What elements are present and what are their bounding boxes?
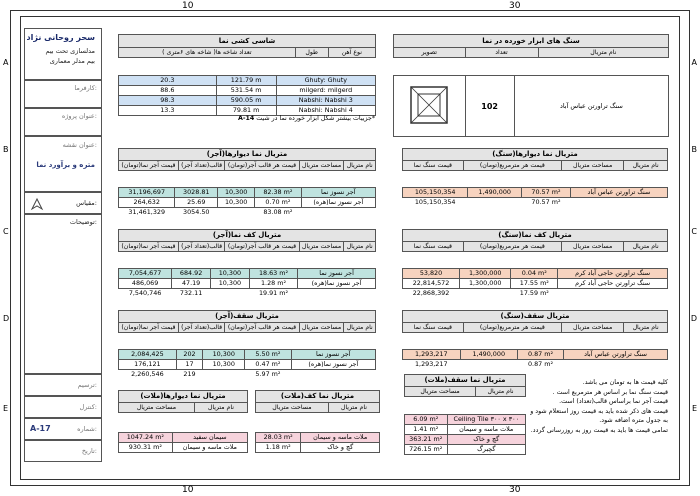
cell: 1047.24 m² xyxy=(119,433,173,443)
sheet-title: متره و برآورد نما xyxy=(36,161,95,169)
header: مساحت متریال xyxy=(299,323,344,333)
ceil-brick-title: متریال سقف(آجر) xyxy=(119,311,376,323)
cell: 0.04 m² xyxy=(511,269,558,279)
note-item: قیمت سنگ نما بر اساس هر مترمربع است . xyxy=(552,388,668,396)
total-row xyxy=(403,360,668,370)
table-row xyxy=(256,433,380,443)
cell: گچ و خاک xyxy=(301,443,380,453)
ceil-stone-title: متریال سقف(سنگ) xyxy=(403,311,668,323)
header: مساحت متریال xyxy=(299,242,344,252)
wall-stone-title: متریال نما دیوارها(سنگ) xyxy=(403,149,668,161)
cell: 20.3 xyxy=(119,76,217,86)
stone-tools-table xyxy=(393,34,669,58)
cell: ملات ماسه و سیمان xyxy=(301,433,380,443)
cell: 10,300 xyxy=(211,269,250,279)
header: نام متریال xyxy=(624,242,668,252)
table-row xyxy=(119,76,376,86)
cell: 47.19 xyxy=(172,279,211,289)
header: مساحت متریال xyxy=(405,387,476,397)
total: 83.08 m² xyxy=(263,208,293,216)
cell: Nabshi: Nabshi 4 xyxy=(276,106,375,116)
cell: 10,300 xyxy=(211,279,250,289)
header: قالب(تعداد آجر) xyxy=(178,161,225,171)
scale-label: مقیاس: xyxy=(76,199,97,207)
table-row xyxy=(119,350,376,360)
number-box xyxy=(24,418,102,440)
cell: 6.09 m² xyxy=(405,415,448,425)
cell: آجر نسوز نما xyxy=(301,188,375,198)
wall-stone-table xyxy=(402,148,668,171)
description-label: توضیحات: xyxy=(69,218,97,226)
table-row xyxy=(119,360,376,370)
employer-label: کارفرما: xyxy=(74,84,97,92)
ruler-left-e: E xyxy=(3,404,9,413)
table-row xyxy=(405,425,526,435)
total: 0.87 m² xyxy=(527,360,554,368)
ruler-left-b: B xyxy=(3,145,9,154)
chassis-header: تعداد شاخه ها( شاخه های ۶متری ) xyxy=(119,48,296,58)
cell: 105,150,354 xyxy=(403,188,468,198)
header: نام متریال xyxy=(344,161,376,171)
total: 22,868,392 xyxy=(412,289,450,297)
cell: 22,814,572 xyxy=(403,279,460,289)
table-row xyxy=(119,279,376,289)
floor-mortar-rows xyxy=(255,432,380,453)
date-label: تاریخ: xyxy=(81,447,97,455)
header: مساحت متریال xyxy=(119,403,195,413)
cell: 5.50 m² xyxy=(245,350,291,360)
total: 732.11 xyxy=(179,289,203,297)
cell: سنگ تراورتن حاجی آباد کرم xyxy=(558,269,668,279)
cell: سنگ تراورتن عباس آباد xyxy=(564,350,668,360)
header: قیمت آجر نما(تومان) xyxy=(119,323,179,333)
ruler-left-c: C xyxy=(3,227,9,236)
cell: 1,300,000 xyxy=(460,279,511,289)
ceil-mortar-rows xyxy=(404,414,526,455)
wall-stone-rows xyxy=(402,187,668,207)
header: نام متریال xyxy=(328,403,379,413)
table-row xyxy=(119,433,248,443)
header: نام متریال xyxy=(344,242,376,252)
header: مساحت متریال xyxy=(561,242,623,252)
cell: آجر نسوز نما(هره) xyxy=(298,279,376,289)
designer-role: بیم مدلر معماری xyxy=(49,57,95,65)
chassis-rows xyxy=(118,75,376,116)
ruler-top-10: 10 xyxy=(182,1,194,11)
ruler-left-a: A xyxy=(3,58,9,67)
stone-tools-row xyxy=(393,75,669,137)
project-label: عنوان پروژه: xyxy=(61,112,97,120)
header: قیمت هر مترمربع(تومان) xyxy=(463,242,561,252)
total: 19.91 m² xyxy=(258,289,289,297)
total: 7,540,746 xyxy=(128,289,162,297)
cell: 486,069 xyxy=(119,279,172,289)
total: 1,293,217 xyxy=(414,360,448,368)
cell: 1,490,000 xyxy=(460,350,518,360)
table-row xyxy=(119,96,376,106)
total: 70.57 m² xyxy=(531,198,561,206)
total-row xyxy=(403,198,668,208)
description-box xyxy=(24,214,102,374)
floor-mortar-table xyxy=(255,390,380,413)
cell: 1.41 m² xyxy=(405,425,448,435)
header: مساحت متریال xyxy=(256,403,329,413)
stone-tools-header: تصویر xyxy=(394,48,466,58)
ruler-right-a: A xyxy=(691,58,697,67)
total: 2,260,546 xyxy=(131,370,164,378)
total: 17.59 m² xyxy=(519,289,549,297)
stone-image-cell xyxy=(394,76,466,137)
cell: 25.69 xyxy=(175,198,218,208)
cell: 1.28 m² xyxy=(249,279,297,289)
cell: 31,196,697 xyxy=(119,188,175,198)
header: نام متریال xyxy=(476,387,526,397)
cell: 13.3 xyxy=(119,106,217,116)
cell: 10,300 xyxy=(218,198,255,208)
header: قیمت سنگ نما xyxy=(403,242,464,252)
header: مساحت متریال xyxy=(299,161,344,171)
cell: 264,632 xyxy=(119,198,175,208)
stone-tools-title: سنگ های ابزار خورده در نما xyxy=(394,35,669,48)
cell: 1,490,000 xyxy=(468,188,522,198)
cell: 82.38 m² xyxy=(255,188,301,198)
table-row xyxy=(403,279,668,289)
cell: 98.3 xyxy=(119,96,217,106)
stone-tools-header: تعداد xyxy=(465,48,538,58)
table-row xyxy=(405,435,526,445)
wall-brick-title: متریال نما دیوارها(آجر) xyxy=(119,149,376,161)
chassis-header: نوع آهن xyxy=(328,48,375,58)
table-row xyxy=(119,198,376,208)
ruler-right-d: D xyxy=(690,314,697,323)
header: نام متریال xyxy=(344,323,376,333)
cell: 363.21 m² xyxy=(405,435,448,445)
chassis-table xyxy=(118,34,376,58)
table-row xyxy=(119,443,248,453)
wall-brick-table xyxy=(118,148,376,171)
cell: 0.87 m² xyxy=(518,350,564,360)
header: مساحت متریال xyxy=(561,323,623,333)
table-row xyxy=(405,415,526,425)
stone-tools-header: نام متریال xyxy=(538,48,668,58)
drawn-box xyxy=(24,374,102,396)
designer-box xyxy=(24,28,102,80)
ceil-mortar-title: متریال نما سقف(ملات) xyxy=(405,375,526,387)
ceil-mortar-table xyxy=(404,374,526,397)
cell: 726.15 m² xyxy=(405,445,448,455)
chassis-header: طول xyxy=(295,48,328,58)
note-item: تمامی قیمت ها باید به قیمت روز به روزرسانی گردد. xyxy=(530,426,668,434)
stone-name: سنگ تراورتن عباس آباد xyxy=(514,76,668,137)
cell: 7,054,677 xyxy=(119,269,172,279)
date-box xyxy=(24,440,102,462)
designer-name: سحر روحانی نژاد xyxy=(26,33,95,42)
header: قیمت هر مترمربع(تومان) xyxy=(463,161,561,171)
cell: سنگ تراورتن عباس آباد xyxy=(570,188,667,198)
cell: 1,300,000 xyxy=(460,269,511,279)
cell: 531.54 m xyxy=(216,86,276,96)
floor-brick-title: متریال کف نما(آجر) xyxy=(119,230,376,242)
cell: 0.47 m² xyxy=(245,360,291,370)
cell: آجر نسوز نما(هره) xyxy=(291,360,375,370)
floor-brick-rows xyxy=(118,268,376,298)
chassis-note-text: *جزییات بیشتر شکل ابزار خورده نما در شیت xyxy=(256,115,375,122)
note-item: قیمت های ذکر شده باید به قیمت روز استعلام شود و به جدول متره اضافه شود. xyxy=(530,407,668,424)
header: قیمت سنگ نما xyxy=(403,161,464,171)
header: قیمت هر قالب آجر(تومان) xyxy=(225,242,299,252)
table-row xyxy=(119,269,376,279)
scale-box xyxy=(24,192,102,214)
cell: Ghuty: Ghuty xyxy=(276,76,375,86)
cell: 2,084,425 xyxy=(119,350,177,360)
header: قیمت سنگ نما xyxy=(403,323,464,333)
cell: سیمان سفید xyxy=(172,433,247,443)
ceil-brick-rows xyxy=(118,349,376,379)
wall-mortar-rows xyxy=(118,432,248,453)
cell: 0.70 m² xyxy=(255,198,301,208)
header: نام متریال xyxy=(194,403,247,413)
ruler-top-30: 30 xyxy=(509,1,521,11)
stone-count: 102 xyxy=(465,76,514,137)
ruler-right-e: E xyxy=(691,404,697,413)
header: نام متریال xyxy=(624,323,668,333)
cell: آجر نسوز نما xyxy=(291,350,375,360)
number-label: شماره: xyxy=(77,425,97,433)
cell: Ceiling Tile ۳۰۰ x ۳۰۰ xyxy=(447,415,526,425)
ruler-left-d: D xyxy=(3,314,10,323)
table-row xyxy=(119,188,376,198)
cell: 17.55 m² xyxy=(511,279,558,289)
cell: آجر نسوز نما xyxy=(298,269,376,279)
cell: 70.57 m² xyxy=(522,188,571,198)
total-row xyxy=(119,289,376,299)
header: قالب(تعداد آجر) xyxy=(178,323,225,333)
cell: Nabshi: Nabshi 3 xyxy=(276,96,375,106)
floor-stone-rows xyxy=(402,268,668,298)
chassis-title: شاسی کشی نما xyxy=(119,35,376,48)
stone-profile-icon xyxy=(409,85,449,125)
total: 219 xyxy=(183,370,196,378)
drawn-label: ترسیم: xyxy=(77,381,97,389)
table-row xyxy=(119,106,376,116)
ceil-stone-table xyxy=(402,310,668,333)
total-row xyxy=(119,370,376,380)
cell: 10,300 xyxy=(218,188,255,198)
table-row xyxy=(394,76,669,137)
header: قیمت هر مترمربع(تومان) xyxy=(463,323,561,333)
sheet-title-label: عنوان نقشه: xyxy=(62,141,97,149)
floor-stone-title: متریال کف نما(سنگ) xyxy=(403,230,668,242)
ruler-right-b: B xyxy=(691,145,697,154)
cell: 10,300 xyxy=(203,360,245,370)
ceil-stone-rows xyxy=(402,349,668,369)
cell: 121.79 m xyxy=(216,76,276,86)
total: 31,461,329 xyxy=(128,208,166,216)
sheet-title-box xyxy=(24,136,102,192)
header: قالب(تعداد آجر) xyxy=(178,242,225,252)
ruler-right-c: C xyxy=(691,227,697,236)
header: قیمت هر قالب آجر(تومان) xyxy=(225,323,299,333)
floor-mortar-title: متریال نما کف(ملات) xyxy=(256,391,380,403)
chassis-note-ref: A-14 xyxy=(237,115,255,122)
cell: 88.6 xyxy=(119,86,217,96)
cell: سنگ تراورتن حاجی آباد کرم xyxy=(558,279,668,289)
total-row xyxy=(403,289,668,299)
cell: 17 xyxy=(176,360,202,370)
cell: 684.92 xyxy=(172,269,211,279)
wall-mortar-title: متریال نما دیوارها(ملات) xyxy=(119,391,248,403)
cell: 10,300 xyxy=(203,350,245,360)
ruler-bottom-10: 10 xyxy=(182,485,194,495)
cell: 1.18 m² xyxy=(256,443,301,453)
north-arrow-icon xyxy=(30,197,44,211)
table-row xyxy=(119,86,376,96)
cell: 3028.81 xyxy=(175,188,218,198)
chassis-note xyxy=(235,115,375,122)
cell: 202 xyxy=(176,350,202,360)
header: قیمت آجر نما(تومان) xyxy=(119,161,179,171)
total: 5.97 m² xyxy=(255,370,281,378)
note-item: قیمت آجر نما براساس قالب(تعداد) است. xyxy=(559,398,668,405)
table-row xyxy=(403,350,668,360)
total-row xyxy=(119,208,376,218)
designer-sup: مدلسازی تحت بیم xyxy=(45,47,95,55)
cell: 1,293,217 xyxy=(403,350,461,360)
cell: 18.63 m² xyxy=(249,269,297,279)
cell: 79.81 m xyxy=(216,106,276,116)
check-box xyxy=(24,396,102,418)
header: نام متریال xyxy=(624,161,668,171)
total: 3054.50 xyxy=(183,208,210,216)
header: قیمت آجر نما(تومان) xyxy=(119,242,179,252)
cell: آجر نسوز نما(هره) xyxy=(301,198,375,208)
check-label: کنترل: xyxy=(79,403,97,411)
note-item: کلیه قیمت ها به تومان می باشد. xyxy=(582,379,668,386)
wall-brick-rows xyxy=(118,187,376,217)
cell: ملات ماسه و سیمان xyxy=(172,443,247,453)
cell: 53,820 xyxy=(403,269,460,279)
total: 105,150,354 xyxy=(414,198,456,206)
floor-stone-table xyxy=(402,229,668,252)
header: قیمت هر قالب آجر(تومان) xyxy=(225,161,299,171)
cell: ملات ماسه و سیمان xyxy=(447,425,526,435)
notes-block xyxy=(530,378,668,435)
employer-box xyxy=(24,80,102,108)
floor-brick-table xyxy=(118,229,376,252)
cell: 930.31 m² xyxy=(119,443,173,453)
ceil-brick-table xyxy=(118,310,376,333)
cell: 28.03 m² xyxy=(256,433,301,443)
wall-mortar-table xyxy=(118,390,248,413)
table-row xyxy=(403,269,668,279)
table-row xyxy=(405,445,526,455)
cell: milgerd: milgerd xyxy=(276,86,375,96)
header: مساحت متریال xyxy=(561,161,623,171)
cell: گچبرگ xyxy=(447,445,526,455)
ruler-bottom-30: 30 xyxy=(509,485,521,495)
cell: 176,121 xyxy=(119,360,177,370)
project-box xyxy=(24,108,102,136)
sheet-number: A-17 xyxy=(30,424,51,433)
table-row xyxy=(403,188,668,198)
title-block xyxy=(24,28,102,476)
cell: گچ و خاک xyxy=(447,435,526,445)
cell: 590.05 m xyxy=(216,96,276,106)
table-row xyxy=(256,443,380,453)
